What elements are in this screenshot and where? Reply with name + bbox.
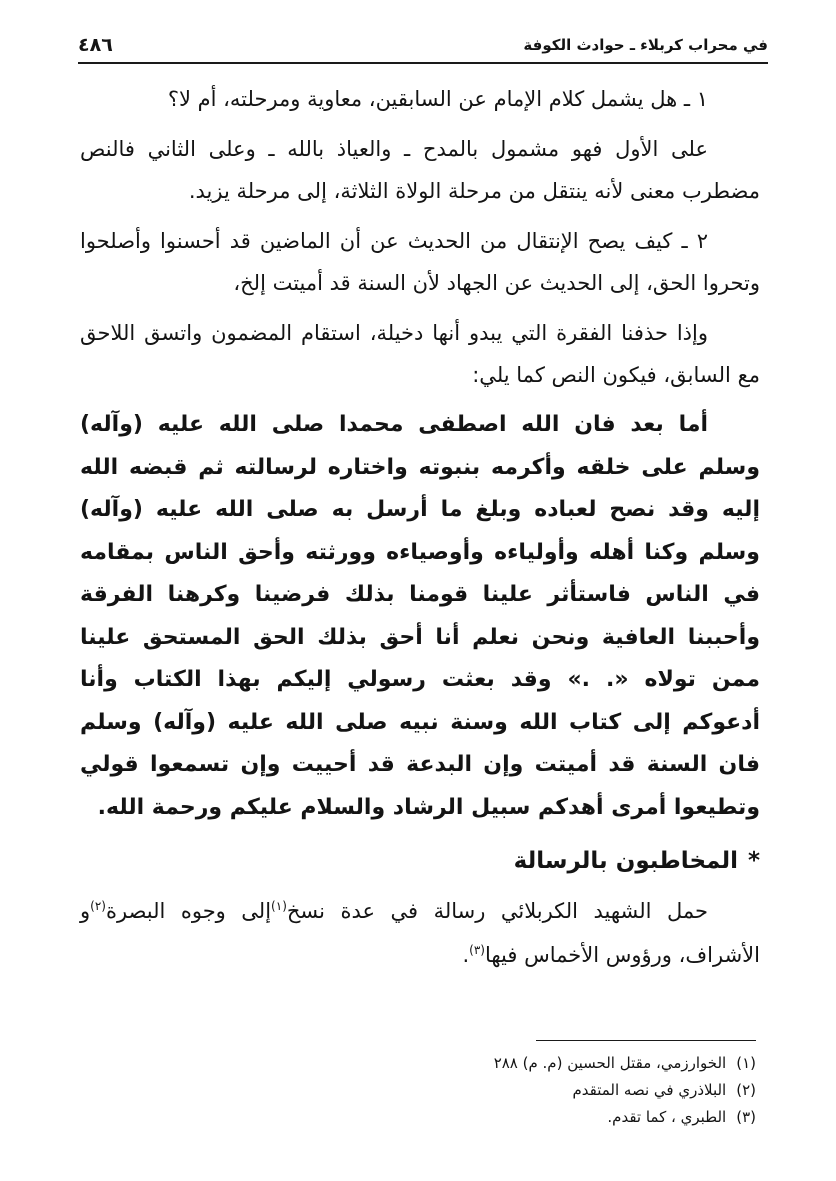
footnote-text: الطبري ، كما تقدم.: [607, 1108, 727, 1126]
paragraph-question-1: ١ ـ هل يشمل كلام الإمام عن السابقين، معاوية ومرحلته، أم لا؟: [167, 87, 708, 111]
paragraph-conclusion: وإذا حذفنا الفقرة التي يبدو أنها دخيلة، استقام المضمون واتسق اللاحق مع السابق، فيكون النص كما يلي:: [80, 321, 760, 387]
footnotes: [256, 1050, 756, 1131]
footnote-number: (١): [736, 1054, 756, 1072]
page-number: ٤٨٦: [78, 34, 113, 56]
footnote-text: الخوارزمي، مقتل الحسين (م. م) ٢٨٨: [493, 1054, 727, 1072]
footnote-item: [256, 1077, 756, 1104]
quoted-letter: أما بعد فان الله اصطفى محمدا صلى الله عليه (وآله) وسلم على خلقه وأكرمه بنبوته واختاره لرسالته ثم قبضه الله إليه وقد نصح لعباده وبلغ ما أرسل به صلى الله عليه (وآله) وسلم وكنا أهله وأولياءه وأوصياءه وورثته وأحق الناس بمقامه في الناس فاستأثر علينا قومنا بذلك فرضينا وكرهنا الفرقة وأحببنا العافية ونحن نعلم أنا أحق بذلك الحق المستحق علينا ممن تولاه «. .» وقد بعثت رسولي إليكم بهذا الكتاب وأنا أدعوكم إلى كتاب الله وسنة نبيه صلى الله عليه (وآله) وسلم فان السنة قد أميتت وإن البدعة قد أحييت وإن تسمعوا قولي وتطيعوا أمرى أهدكم سبيل الرشاد والسلام عليكم ورحمة الله.: [80, 412, 760, 820]
running-title: في محراب كربلاء ـ حوادث الكوفة: [523, 36, 768, 54]
footnote-number: (٢): [736, 1081, 756, 1099]
footnote-ref-2[interactable]: (٢): [90, 899, 106, 913]
paragraph-question-2: ٢ ـ كيف يصح الإنتقال من الحديث عن أن الماضين قد أحسنوا وأصلحوا وتحروا الحق، إلى الحديث عن الجهاد لأن السنة قد أميتت إلخ،: [80, 229, 760, 295]
footnote-number: (٣): [736, 1108, 756, 1126]
main-text: [80, 78, 760, 977]
recipients-text-1: حمل الشهيد الكربلائي رسالة في عدة نسخ: [286, 899, 708, 923]
paragraph-recipients: [80, 889, 760, 977]
asterisk-icon: *: [747, 848, 760, 874]
section-heading-text: المخاطبون بالرسالة: [513, 848, 738, 874]
page-header: [78, 34, 768, 64]
footnote-item: [256, 1050, 756, 1077]
footnote-text: البلاذري في نصه المتقدم: [572, 1081, 727, 1099]
recipients-text-2: إلى وجوه البصرة: [105, 899, 272, 923]
footnote-ref-1[interactable]: (١): [271, 899, 287, 913]
recipients-text-4: .: [462, 943, 470, 967]
recipients-text-3: و الأشراف، ورؤوس الأخماس فيها: [80, 899, 760, 967]
paragraph-answer-1: على الأول فهو مشمول بالمدح ـ والعياذ بالله ـ وعلى الثاني فالنص مضطرب معنى لأنه ينتقل من مرحلة الولاة الثلاثة، إلى مرحلة يزيد.: [80, 137, 760, 203]
footnote-divider: [536, 1040, 756, 1041]
footnote-item: [256, 1104, 756, 1131]
section-heading: [80, 841, 760, 881]
footnote-ref-3[interactable]: (٣): [469, 943, 485, 957]
